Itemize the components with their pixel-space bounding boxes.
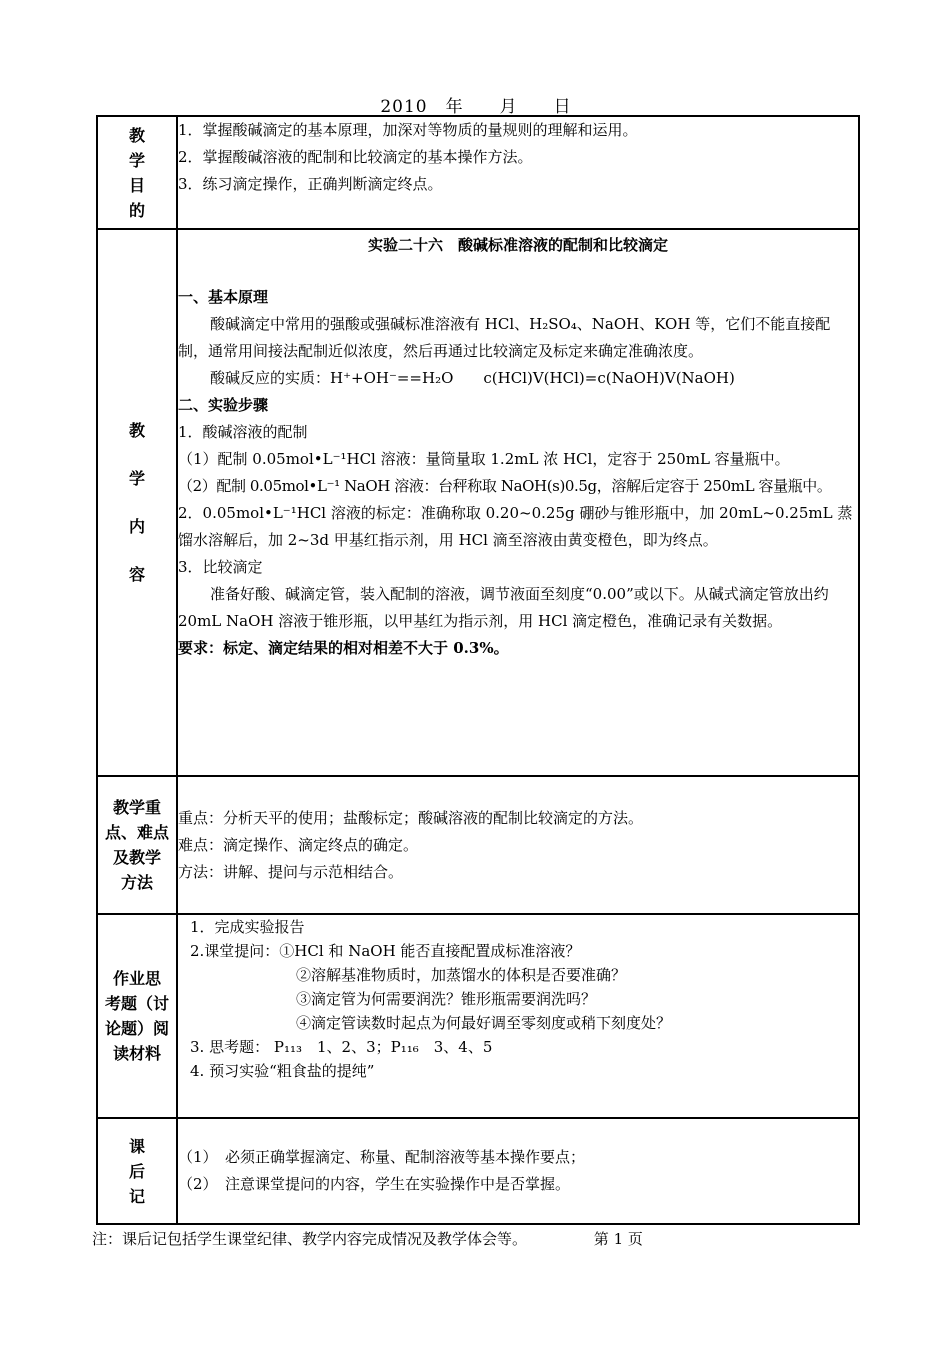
principle-paragraph: 酸碱滴定中常用的强酸或强碱标准溶液有 HCl、H₂SO₄、NaOH、KOH 等，它们不能直接配制，通常用间接法配制近似浓度，然后再通过比较滴定及标定来确定准确浓度。 [178, 315, 831, 360]
content-label: 教 学 内 容 [97, 229, 177, 776]
afterclass-item: （1） 必须正确掌握滴定、称量、配制溶液等基本操作要点； [178, 1148, 586, 1166]
goal-item: 1．掌握酸碱滴定的基本原理，加深对等物质的量规则的理解和运用。 [178, 121, 638, 139]
homework-item: 2.课堂提问：①HCl 和 NaOH 能否直接配置成标准溶液？ [190, 942, 581, 960]
reaction-formula: 酸碱反应的实质：H⁺+OH⁻==H₂O c(HCl)V(HCl)=c(NaOH)V(NaOH) [210, 369, 735, 387]
homework-item: 4. 预习实验“粗食盐的提纯” [190, 1062, 375, 1080]
step-item: 1．酸碱溶液的配制 [178, 423, 308, 441]
homework-question: ②溶解基准物质时，加蒸馏水的体积是否要准确？ [296, 966, 627, 984]
step-item: 3．比较滴定 [178, 558, 263, 576]
homework-item: 3. 思考题： P₁₁₃ 1、2、3；P₁₁₆ 3、4、5 [190, 1038, 493, 1056]
step-item: （2）配制 0.05mol•L⁻¹ NaOH 溶液：台秤称取 NaOH(s)0.5g，溶解后定容于 250mL 容量瓶中。 [178, 477, 832, 495]
homework-question: ③滴定管为何需要润洗？锥形瓶需要润洗吗？ [296, 990, 597, 1008]
afterclass-label: 课 后 记 [97, 1118, 177, 1224]
afterclass-content [177, 1118, 859, 1224]
lesson-plan-table [96, 115, 860, 1225]
section-heading: 一、基本原理 [178, 288, 269, 306]
step-item: （1）配制 0.05mol•L⁻¹HCl 溶液：量筒量取 1.2mL 浓 HCl，定容于 250mL 容量瓶中。 [178, 450, 790, 468]
requirement: 要求：标定、滴定结果的相对相差不大于 0.3%。 [178, 639, 509, 657]
keypoints-content [177, 776, 859, 914]
keypoints-label: 教学重 点、难点 及教学 方法 [97, 776, 177, 914]
date-line: 2010 年 月 日 [380, 97, 572, 117]
homework-question: ④滴定管读数时起点为何最好调至零刻度或稍下刻度处？ [296, 1014, 672, 1032]
footer-note-text: 注：课后记包括学生课堂纪律、教学内容完成情况及教学体会等。 [92, 1230, 528, 1248]
section-heading: 二、实验步骤 [178, 396, 269, 414]
experiment-title: 实验二十六 酸碱标准溶液的配制和比较滴定 [367, 236, 668, 254]
page-number: 第 1 页 [593, 1230, 643, 1248]
afterclass-item: （2） 注意课堂提问的内容，学生在实验操作中是否掌握。 [178, 1175, 571, 1193]
homework-label: 作业思 考题（讨 论题）阅 读材料 [97, 914, 177, 1118]
step-paragraph: 准备好酸、碱滴定管，装入配制的溶液，调节液面至刻度“0.00”或以下。从碱式滴定管放出约 20mL NaOH 溶液于锥形瓶，以甲基红为指示剂，用 HCl 滴定橙色，准确记录有关数据。 [178, 585, 829, 630]
homework-item: 1．完成实验报告 [190, 918, 305, 936]
footer-note [92, 1228, 643, 1249]
goal-item: 2．掌握酸碱溶液的配制和比较滴定的基本操作方法。 [178, 148, 533, 166]
keypoint-item: 难点：滴定操作、滴定终点的确定。 [178, 835, 419, 854]
step-item: 2．0.05mol•L⁻¹HCl 溶液的标定：准确称取 0.20~0.25g 硼砂与锥形瓶中，加 20mL~0.25mL 蒸馏水溶解后，加 2~3d 甲基红指示剂，用 HCl 滴至溶液由黄变橙色，即为终点。 [178, 504, 853, 549]
content-body [177, 229, 859, 776]
keypoint-item: 重点：分析天平的使用；盐酸标定；酸碱溶液的配制比较滴定的方法。 [178, 808, 644, 827]
keypoint-item: 方法：讲解、提问与示范相结合。 [178, 862, 404, 881]
goals-label: 教 学 目 的 [97, 116, 177, 229]
goal-item: 3．练习滴定操作，正确判断滴定终点。 [178, 175, 443, 193]
goals-content [177, 116, 859, 229]
homework-content [177, 914, 859, 1118]
